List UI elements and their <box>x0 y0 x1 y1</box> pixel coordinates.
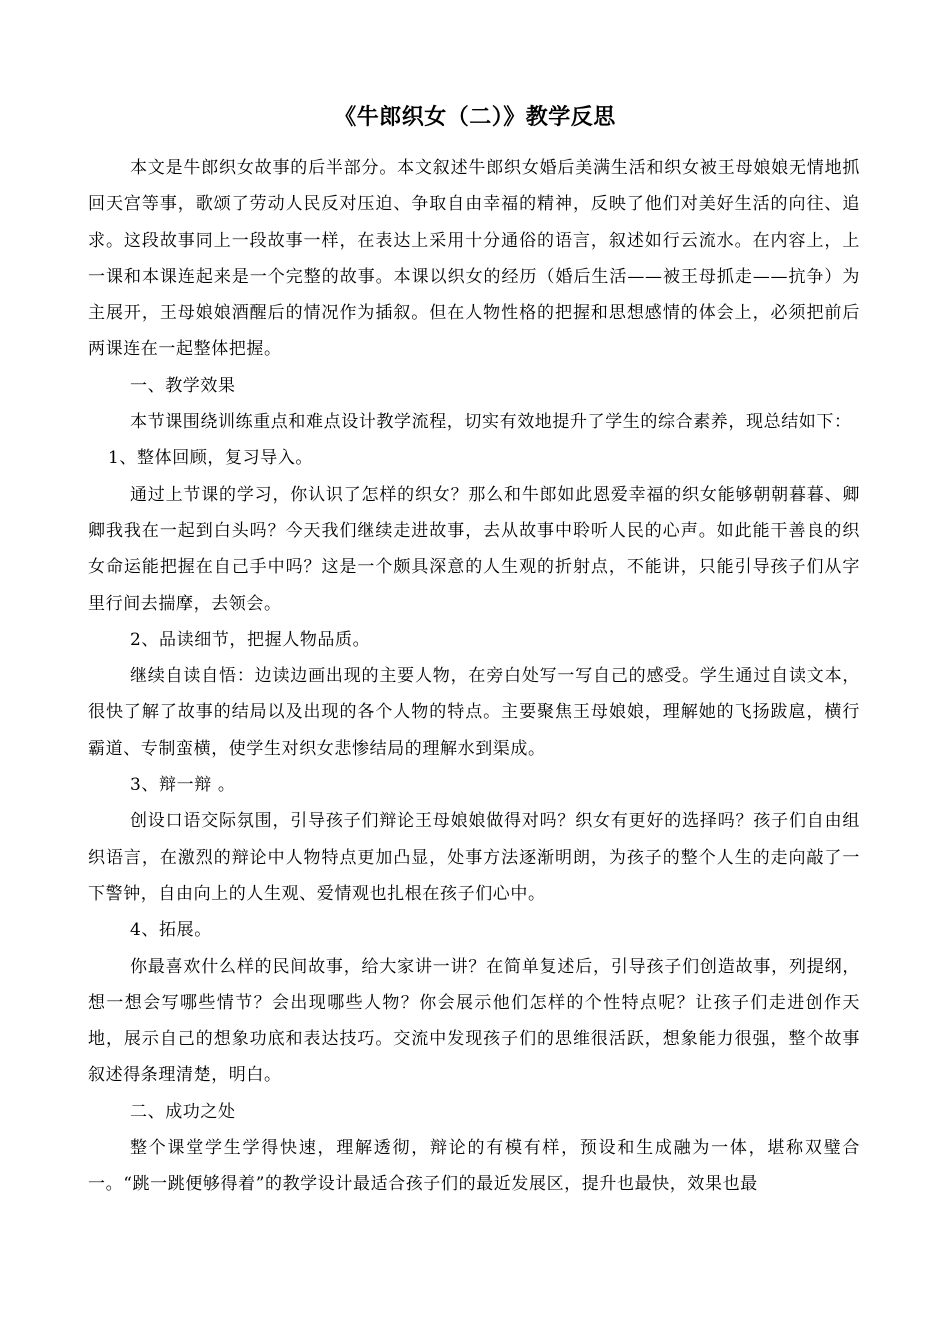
intro-paragraph: 本文是牛郎织女故事的后半部分。本文叙述牛郎织女婚后美满生活和织女被王母娘娘无情地抓回天宫等事，歌颂了劳动人民反对压迫、争取自由幸福的精神，反映了他们对美好生活的向往、追求。这段故事同上一段故事一样，在表达上采用十分通俗的语言，叙述如行云流水。在内容上，上一课和本课连起来是一个完整的故事。本课以织女的经历（婚后生活——被王母抓走——抗争）为主展开，王母娘娘酒醒后的情况作为插叙。但在人物性格的把握和思想感情的体会上，必须把前后两课连在一起整体把握。 <box>88 158 860 360</box>
item-paragraph-3: 创设口语交际氛围，引导孩子们辩论王母娘娘做得对吗？织女有更好的选择吗？孩子们自由组织语言，在激烈的辩论中人物特点更加凸显，处事方法逐渐明朗，为孩子的整个人生的走向敲了一下警钟，自由向上的人生观、爱情观也扎根在孩子们心中。 <box>88 811 860 904</box>
item-heading-2: 2、品读细节，把握人物品质。 <box>130 629 371 650</box>
item-heading-3: 3、辩一辩 。 <box>130 775 236 796</box>
document-body <box>88 150 860 1203</box>
item-paragraph-4: 你最喜欢什么样的民间故事，给大家讲一讲？在简单复述后，引导孩子们创造故事，列提纲，想一想会写哪些情节？会出现哪些人物？你会展示他们怎样的个性特点呢？让孩子们走进创作天地，展示自己的想象功底和表达技巧。交流中发现孩子们的思维很活跃，想象能力很强，整个故事叙述得条理清楚，明白。 <box>88 956 860 1086</box>
section-heading-teaching-effect: 一、教学效果 <box>130 375 236 396</box>
document-title: 《牛郎织女（二）》教学反思 <box>334 105 616 130</box>
item-paragraph-1: 通过上节课的学习，你认识了怎样的织女？那么和牛郎如此恩爱幸福的织女能够朝朝暮暮、卿卿我我在一起到白头吗？今天我们继续走进故事，去从故事中聆听人民的心声。如此能干善良的织女命运能把握在自己手中吗？这是一个颇具深意的人生观的折射点，不能讲，只能引导孩子们从字里行间去揣摩，去领会。 <box>88 484 860 614</box>
item-heading-1: 1、整体回顾，复习导入。 <box>108 448 314 469</box>
item-paragraph-2: 继续自读自悟：边读边画出现的主要人物，在旁白处写一写自己的感受。学生通过自读文本，很快了解了故事的结局以及出现的各个人物的特点。主要聚焦王母娘娘，理解她的飞扬跋扈，横行霸道、专制蛮横，使学生对织女悲惨结局的理解水到渠成。 <box>88 666 860 759</box>
section-heading-success: 二、成功之处 <box>130 1101 236 1122</box>
summary-paragraph: 本节课围绕训练重点和难点设计教学流程，切实有效地提升了学生的综合素养，现总结如下： <box>130 412 852 433</box>
item-heading-4: 4、拓展。 <box>130 920 212 941</box>
success-paragraph: 整个课堂学生学得快速，理解透彻，辩论的有模有样，预设和生成融为一体，堪称双璧合一。“跳一跳便够得着”的教学设计最适合孩子们的最近发展区，提升也最快，效果也最 <box>88 1138 860 1195</box>
